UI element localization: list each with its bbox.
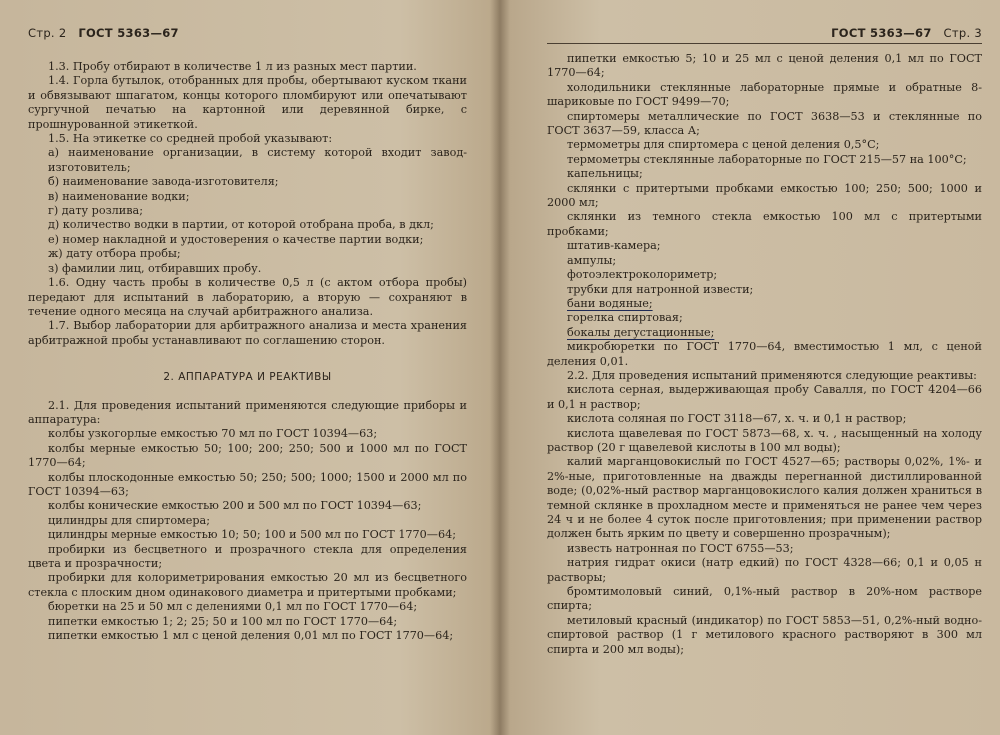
right-page-header — [547, 26, 982, 44]
list-item: пробирки из бесцветного и прозрачного стекла для определения цвета и прозрачности; — [28, 542, 467, 570]
list-item: з) фамилии лиц, отбиравших пробу. — [48, 261, 262, 275]
list-item: г) дату розлива; — [48, 204, 143, 218]
paragraph: 1.3. Пробу отбирают в количестве 1 л из разных мест партии. — [48, 60, 417, 73]
list-item: холодильники стеклянные лабораторные прямые и обратные 8-шариковые по ГОСТ 9499—70; — [547, 80, 982, 109]
paragraph: 1.7. Выбор лаборатории для арбитражного анализа и места хранения арбитражной пробы устанавливают по соглашению сторон. — [28, 319, 467, 347]
handwritten-underline-text: бани водяные; — [567, 296, 653, 310]
list-item: кислота соляная по ГОСТ 3118—67, х. ч. и 0,1 н раствор; — [567, 412, 907, 426]
list-item: натрия гидрат окиси (натр едкий) по ГОСТ 4328—66; 0,1 и 0,05 н растворы; — [547, 556, 982, 584]
handwritten-underline-text: бокалы дегустационные; — [567, 325, 715, 339]
left-page — [0, 0, 497, 735]
list-item: колбы узкогорлые емкостью 70 мл по ГОСТ 10394—63; — [48, 427, 378, 441]
list-item: а) наименование организации, в систему которой входит завод-изготовитель; — [48, 146, 467, 174]
paragraph: 1.5. На этикетке со средней пробой указывают: — [48, 132, 333, 146]
right-page — [503, 0, 1000, 735]
page-number-label: Стр. 2 — [28, 26, 67, 40]
list-item: термометры стеклянные лабораторные по ГОСТ 215—57 на 100°С; — [567, 152, 967, 166]
list-item: колбы конические емкостью 200 и 500 мл по ГОСТ 10394—63; — [48, 499, 422, 513]
list-item: пипетки емкостью 1; 2; 25; 50 и 100 мл по ГОСТ 1770—64; — [48, 614, 398, 628]
list-item: колбы плоскодонные емкостью 50; 250; 500; 1000; 1500 и 2000 мл по ГОСТ 10394—63; — [28, 470, 467, 498]
paragraph: 1.6. Одну часть пробы в количестве 0,5 л (с актом отбора пробы) передают для испытаний в лабораторию, а вторую — сохраняют в течение одного месяца на случай арбитражного анализа. — [28, 276, 467, 318]
list-item-underlined — [547, 297, 982, 311]
list-item: кислота щавелевая по ГОСТ 5873—68, х. ч. , насыщенный на холоду раствор (20 г щавелевой кислоты в 100 мл воды); — [547, 426, 982, 454]
paragraph: 2.1. Для проведения испытаний применяются следующие приборы и аппаратура: — [28, 398, 467, 426]
list-item: пипетки емкостью 5; 10 и 25 мл с ценой деления 0,1 мл по ГОСТ 1770—64; — [547, 52, 982, 80]
list-item: калий марганцовокислый по ГОСТ 4527—65; растворы 0,02%, 1%- и 2%-ные, приготовленные на дважды перегнанной дистиллированной воде; (0,02%-ный раствор марганцовокислого калия должен храниться в темной склянке в прохладном месте и применяться не ранее чем через 24 ч и не более 4 суток после приготовления; при применении раствор должен быть ярким по цвету и совершенно прозрачным); — [547, 455, 982, 541]
list-item: метиловый красный (индикатор) по ГОСТ 5853—51, 0,2%-ный водно-спиртовой раствор (1 г метилового красного растворяют в 300 мл спирта и 200 мл воды); — [547, 613, 982, 656]
list-item: ж) дату отбора пробы; — [48, 247, 181, 261]
list-item: в) наименование водки; — [48, 189, 190, 203]
list-item: пробирки для колориметрирования емкостью 20 мл из бесцветного стекла с плоским дном одинакового диаметра и притертыми пробками; — [28, 571, 467, 599]
section-title: 2. АППАРАТУРА И РЕАКТИВЫ — [163, 371, 332, 384]
paragraph: 1.4. Горла бутылок, отобранных для пробы, обертывают куском ткани и обвязывают шпагатом, концы которого пломбируют или опечатывают сургучной печатью на картонной или деревянной бирке, с прошнурованной этикеткой. — [28, 74, 467, 131]
list-item: известь натронная по ГОСТ 6755—53; — [567, 541, 794, 555]
list-item: колбы мерные емкостью 50; 100; 200; 250; 500 и 1000 мл по ГОСТ 1770—64; — [28, 441, 467, 470]
right-page-body — [547, 52, 982, 657]
list-item: горелка спиртовая; — [567, 311, 683, 325]
list-item: микробюретки по ГОСТ 1770—64, вместимостью 1 мл, с ценой деления 0,01. — [547, 340, 982, 368]
paragraph: 2.2. Для проведения испытаний применяются следующие реактивы: — [567, 368, 977, 382]
list-item-underlined — [547, 326, 982, 340]
list-item: кислота серная, выдерживающая пробу Савалля, по ГОСТ 4204—66 и 0,1 н раствор; — [547, 383, 982, 411]
list-item: е) номер накладной и удостоверения о качестве партии водки; — [48, 232, 424, 246]
standard-number: ГОСТ 5363—67 — [78, 26, 179, 40]
list-item: бюретки на 25 и 50 мл с делениями 0,1 мл по ГОСТ 1770—64; — [48, 600, 418, 614]
list-item: склянки с притертыми пробками емкостью 100; 250; 500; 1000 и 2000 мл; — [547, 181, 982, 210]
list-item: фотоэлектроколориметр; — [567, 268, 718, 282]
list-item: бромтимоловый синий, 0,1%-ный раствор в 20%-ном растворе спирта; — [547, 585, 982, 613]
list-item: ампулы; — [567, 253, 617, 267]
list-item: б) наименование завода-изготовителя; — [48, 175, 279, 189]
list-item: термометры для спиртомера с ценой деления 0,5°С; — [567, 138, 880, 152]
left-page-body — [28, 60, 467, 643]
list-item: цилиндры для спиртомера; — [48, 513, 210, 527]
list-item: спиртомеры металлические по ГОСТ 3638—53 и стеклянные по ГОСТ 3637—59, класса А; — [547, 109, 982, 138]
list-item: трубки для натронной извести; — [567, 282, 754, 296]
list-item: склянки из темного стекла емкостью 100 мл с притертыми пробками; — [547, 210, 982, 238]
list-item: цилиндры мерные емкостью 10; 50; 100 и 500 мл по ГОСТ 1770—64; — [48, 528, 456, 542]
left-page-header — [28, 26, 467, 40]
list-item: штатив-камера; — [567, 239, 661, 253]
page-number-label: Стр. 3 — [943, 26, 982, 40]
list-item: капельницы; — [567, 167, 643, 181]
list-item: д) количество водки в партии, от которой отобрана проба, в дкл; — [48, 218, 434, 232]
standard-number: ГОСТ 5363—67 — [831, 26, 932, 40]
list-item: пипетки емкостью 1 мл с ценой деления 0,01 мл по ГОСТ 1770—64; — [48, 629, 454, 643]
